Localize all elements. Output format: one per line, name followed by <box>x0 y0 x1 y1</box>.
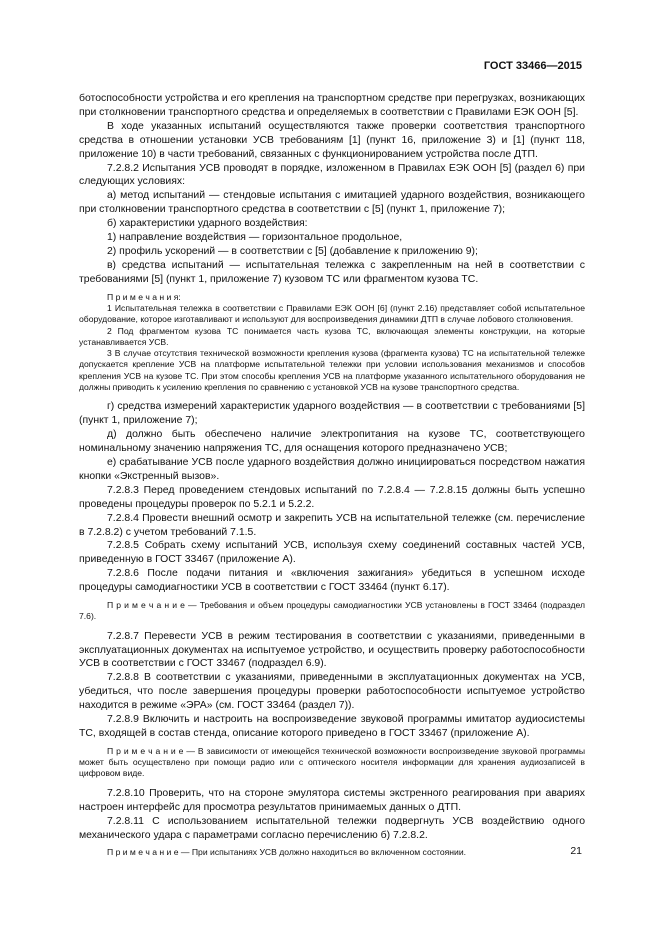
note-label: П р и м е ч а н и е <box>107 600 185 611</box>
list-item-g: г) средства измерений характеристик ударного воздействия — в соответствии с требованиями [5] (пункт 1, приложение 7); <box>79 401 585 427</box>
note-1: 1 Испытательная тележка в соответствии с Правилами ЕЭК ООН [6] (пункт 2.16) представляет собой испытательное оборудование, которое изготавливают и используют для воспроизведения динамики ДТП в случае лобового столкновения. <box>79 302 585 325</box>
note-3: 3 В случае отсутствия технической возможности крепления кузова (фрагмента кузова) ТС на испытательной тележке допускается крепление УСВ на платформе испытательной тележки при условии использования механизмов и способов крепления УСВ на кузове ТС. При этом способы крепления УСВ на платформе указанного испытательного оборудования не должны приводить к усилению крепления по сравнению с установкой УСВ на кузове транспортного средства. <box>79 348 585 393</box>
page-number: 21 <box>570 845 582 857</box>
clause-7-2-8-5: 7.2.8.5 Собрать схему испытаний УСВ, используя схему соединений составных частей УСВ, приведенную в ГОСТ 33467 (приложение А). <box>79 540 585 566</box>
clause-7-2-8-11: 7.2.8.11 С использованием испытательной тележки подвергнуть УСВ воздействию одного механического удара с параметрами согласно перечислению б) 7.2.8.2. <box>79 815 585 841</box>
list-item-d: д) должно быть обеспечено наличие электропитания на кузове ТС, соответствующего номинальному значению напряжения ТС, для оснащения которого предназначено УСВ; <box>79 429 585 455</box>
document-standard-header: ГОСТ 33466—2015 <box>483 60 582 72</box>
list-item-v: в) средства испытаний — испытательная тележка с закрепленным на ней в соответствии с требованиями [5] (пункт 1, приложение 7) кузовом ТС или фрагментом кузова ТС. <box>79 259 585 285</box>
clause-7-2-8-9: 7.2.8.9 Включить и настроить на воспроизведение звуковой программы имитатор аудиосистемы ТС, входящей в состав стенда, описание которого приведено в ГОСТ 33467 (приложение А). <box>79 714 585 739</box>
page-body <box>79 92 585 859</box>
list-item-a: а) метод испытаний — стендовые испытания с имитацией ударного воздействия, возникающего при столкновении транспортного средства в соответствии с [5] (пункт 1, приложение 7); <box>79 190 585 216</box>
note-text: — Требования и объем процедуры самодиагностики УСВ установлены в ГОСТ 33464 (подраздел 7.6). <box>79 600 586 622</box>
clause-7-2-8-3: 7.2.8.3 Перед проведением стендовых испытаний по 7.2.8.4 — 7.2.8.15 должны быть успешно проведены процедуры проверок по 5.2.1 и 5.2.2. <box>79 484 585 510</box>
note-audio-program <box>79 746 585 780</box>
clause-7-2-8-2: 7.2.8.2 Испытания УСВ проводят в порядке, изложенном в Правилах ЕЭК ООН [5] (раздел 6) при следующих условиях: <box>79 162 585 188</box>
note-text: — При испытаниях УСВ должно находиться во включенном состоянии. <box>178 847 467 858</box>
list-subitem-1: 1) направление воздействия — горизонтальное продольное, <box>107 232 403 244</box>
list-subitem-2: 2) профиль ускорений — в соответствии с [5] (добавление к приложению 9); <box>107 245 478 257</box>
notes-heading: П р и м е ч а н и я: <box>107 291 181 302</box>
note-text: — В зависимости от имеющейся технической возможности воспроизведение звуковой программы может быть осуществлено при помощи радио или с оптического носителя информации для хранения аудиозаписей в цифровом виде. <box>79 745 585 779</box>
paragraph: В ходе указанных испытаний осуществляются также проверки соответствия транспортного средства в отношении установки УСВ требованиям [1] (пункт 16, приложение 3) и [1] (пункт 118, приложение 10) в части требований, связанных с функционированием устройства после ДТП. <box>79 120 585 160</box>
list-item-e: е) срабатывание УСВ после ударного воздействия должно инициироваться посредством нажатия кнопки «Экстренный вызов». <box>79 456 585 482</box>
clause-7-2-8-8: 7.2.8.8 В соответствии с указаниями, приведенными в эксплуатационных документах на УСВ, убедиться, что после завершения процедуры проверки работоспособности испытуемое устройство находится в режиме «ЭРА» (см. ГОСТ 33464 (раздел 7)). <box>79 672 585 712</box>
note-device-on <box>79 847 585 858</box>
note-2: 2 Под фрагментом кузова ТС понимается часть кузова ТС, включающая элементы конструкции, на которые устанавливается УСВ. <box>79 325 585 347</box>
clause-7-2-8-10: 7.2.8.10 Проверить, что на стороне эмулятора системы экстренного реагирования при авариях настроен интерфейс для просмотра результатов принимаемых данных о ДТП. <box>79 787 585 813</box>
clause-7-2-8-7: 7.2.8.7 Перевести УСВ в режим тестирования в соответствии с указаниями, приведенными в эксплуатационных документах на испытуемое устройство, и осуществить проверку работоспособности УСВ в соответствии с ГОСТ 33467 (подраздел 6.9). <box>79 630 585 670</box>
clause-7-2-8-4: 7.2.8.4 Провести внешний осмотр и закрепить УСВ на испытательной тележке (см. перечисление в 7.2.8.2) с учетом требований 7.1.5. <box>79 512 585 538</box>
note-label: П р и м е ч а н и е <box>107 847 179 858</box>
note-self-diagnostics <box>79 600 585 623</box>
paragraph: ботоспособности устройства и его крепления на транспортном средстве при перегрузках, возникающих при столкновении транспортного средства и определяемых в соответствии с Правилами ЕЭК ООН [5]. <box>79 93 585 118</box>
list-item-b: б) характеристики ударного воздействия: <box>107 218 308 230</box>
note-label: П р и м е ч а н и е <box>107 745 184 756</box>
clause-7-2-8-6: 7.2.8.6 После подачи питания и «включения зажигания» убедиться в успешном исходе процедуры самодиагностики УСВ в соответствии с ГОСТ 33464 (пункт 6.17). <box>79 568 585 594</box>
